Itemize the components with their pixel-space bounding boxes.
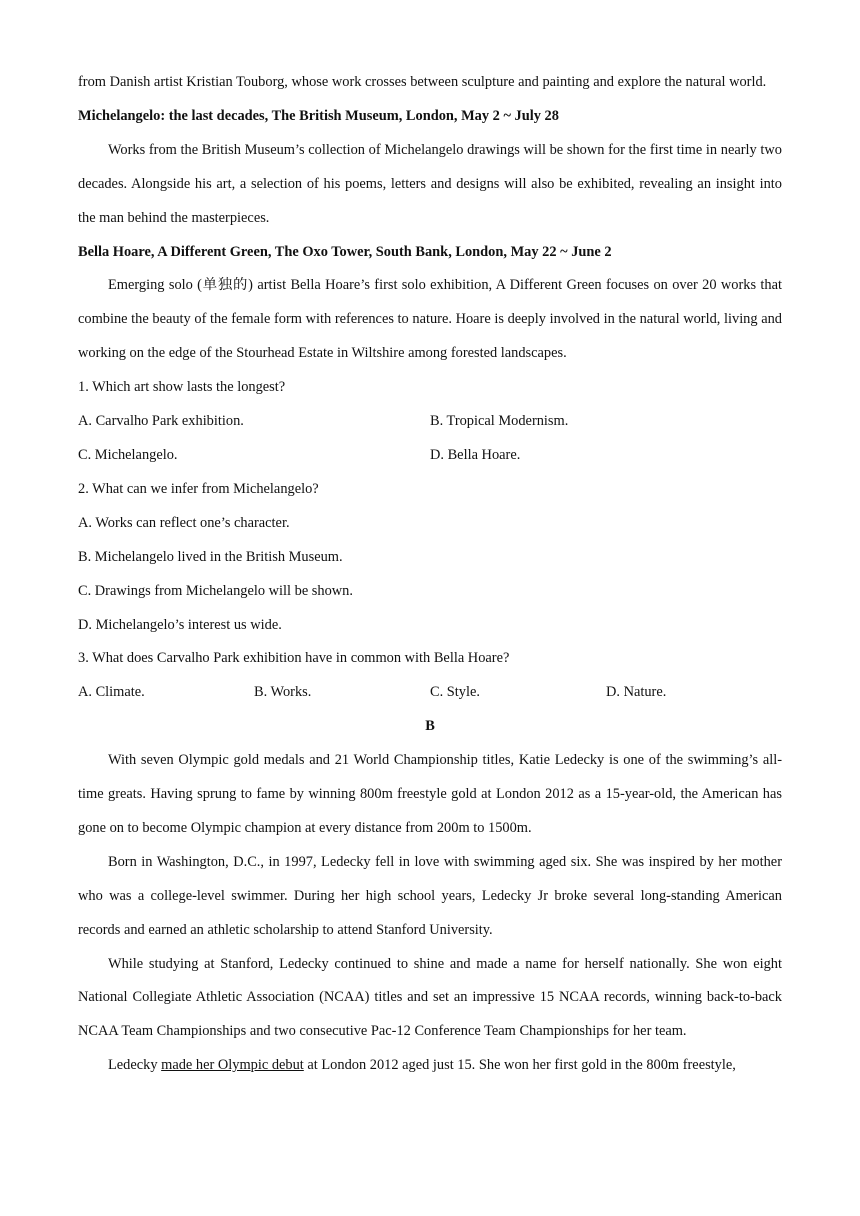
question-3-option-c: C. Style. <box>430 684 480 701</box>
paragraph-b-4 <box>78 1049 782 1083</box>
question-3-option-d: D. Nature. <box>606 684 667 701</box>
heading-michelangelo: Michelangelo: the last decades, The British Museum, London, May 2 ~ July 28 <box>78 107 559 124</box>
question-3-option-b: B. Works. <box>254 684 312 701</box>
heading-bella-hoare: Bella Hoare, A Different Green, The Oxo Tower, South Bank, London, May 22 ~ June 2 <box>78 243 612 260</box>
question-3-option-a: A. Climate. <box>78 684 145 701</box>
paragraph-b-4-start: Ledecky <box>108 1057 162 1074</box>
paragraph-b-1: With seven Olympic gold medals and 21 World Championship titles, Katie Ledecky is one of the swimming’s all-time greats. Having sprung to fame by winning 800m freestyle gold at London 2012 as a 15-year-old, the American has gone on to become Olympic champion at every distance from 200m to 1500m. <box>78 752 782 836</box>
paragraph-bella-hoare: Emerging solo (单独的) artist Bella Hoare’s first solo exhibition, A Different Green focuses on over 20 works that combine the beauty of the female form with references to nature. Hoare is deeply involved in the natural world, living and working on the edge of the Stourhead Estate in Wiltshire among forested landscapes. <box>78 277 782 362</box>
paragraph-b-4-end: at London 2012 aged just 15. She won her first gold in the 800m freestyle, <box>303 1057 736 1074</box>
question-1-option-c: C. Michelangelo. <box>78 446 178 463</box>
question-2-option-a: A. Works can reflect one’s character. <box>78 514 290 531</box>
question-2-stem: 2. What can we infer from Michelangelo? <box>78 480 319 497</box>
question-2-option-c: C. Drawings from Michelangelo will be shown. <box>78 582 353 599</box>
question-3-stem: 3. What does Carvalho Park exhibition have in common with Bella Hoare? <box>78 650 510 667</box>
question-1-stem: 1. Which art show lasts the longest? <box>78 379 286 396</box>
underlined-phrase: made her Olympic debut <box>161 1057 304 1074</box>
paragraph-touborg: from Danish artist Kristian Touborg, whose work crosses between sculpture and painting and explore the natural world. <box>78 74 767 90</box>
document-page <box>78 66 782 1083</box>
question-3-options-row <box>78 676 782 710</box>
question-1-options-row-1 <box>78 405 782 439</box>
question-2-option-d: D. Michelangelo’s interest us wide. <box>78 616 282 633</box>
paragraph-b-2: Born in Washington, D.C., in 1997, Ledecky fell in love with swimming aged six. She was inspired by her mother who was a college-level swimmer. During her high school years, Ledecky Jr broke several long-standing American records and earned an athletic scholarship to attend Stanford University. <box>78 853 782 938</box>
section-title-b: B <box>425 718 435 735</box>
question-1-option-b: B. Tropical Modernism. <box>430 413 569 430</box>
question-1-options-row-2 <box>78 439 782 473</box>
paragraph-michelangelo: Works from the British Museum’s collection of Michelangelo drawings will be shown for the first time in nearly two decades. Alongside his art, a selection of his poems, letters and designs will also be exhibited, revealing an insight into the man behind the masterpieces. <box>78 141 782 226</box>
paragraph-b-3: While studying at Stanford, Ledecky continued to shine and made a name for herself nationally. She won eight National Collegiate Athletic Association (NCAA) titles and set an impressive 15 NCAA records, winning back-to-back NCAA Team Championships and two consecutive Pac-12 Conference Team Championships for her team. <box>78 955 782 1040</box>
question-1-option-a: A. Carvalho Park exhibition. <box>78 413 244 430</box>
question-1-option-d: D. Bella Hoare. <box>430 446 521 463</box>
question-2-option-b: B. Michelangelo lived in the British Museum. <box>78 548 343 565</box>
